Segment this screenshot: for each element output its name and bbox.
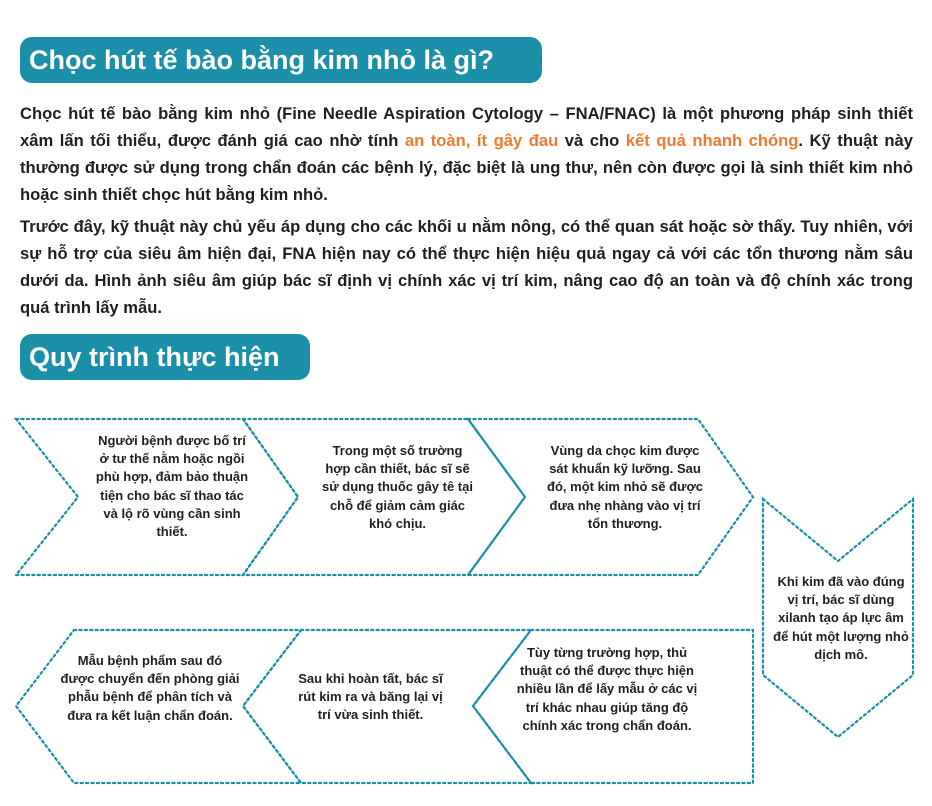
intro-text-part1: Chọc hút tế bào bằng kim nhỏ (Fine Needle Aspiration Cytology – FNA/FNAC) là một phương pháp sinh thiết xâm lấn tối thiểu, được đánh giá cao nhờ tính xyxy=(20,104,913,150)
step-2-text: Trong một số trường hợp cần thiết, bác sĩ sẽ sử dụng thuốc gây tê tại chỗ để giảm cảm giác khó chịu. xyxy=(322,443,473,531)
highlight-fast-results: kết quả nhanh chóng xyxy=(625,131,799,150)
step-5-text: Tùy từng trường hợp, thủ thuật có thể được thực hiện nhiều lần để lấy mẫu ở các vị trí khác nhau giúp tăng độ chính xác trong chẩn đoán. xyxy=(516,645,698,733)
section-title-what-is-fna: Chọc hút tế bào bằng kim nhỏ là gì? xyxy=(20,37,542,83)
intro-text-part3: . Kỹ thuật này thường được sử dụng trong chẩn đoán các bệnh lý, đặc biệt là ung thư, nên còn được gọi là sinh thiết kim nhỏ hoặc sinh thiết chọc hút bằng kim nhỏ. xyxy=(20,131,913,204)
step-4-text: Khi kim đã vào đúng vị trí, bác sĩ dùng xilanh tạo áp lực âm để hút một lượng nhỏ dịch mô. xyxy=(773,574,909,662)
intro-text-part2: và cho xyxy=(558,131,626,150)
step-1-text: Người bệnh được bố trí ở tư thế nằm hoặc ngồi phù hợp, đảm bảo thuận tiện cho bác sĩ thao tác và lộ rõ vùng cần sinh thiết. xyxy=(95,433,249,540)
history-paragraph: Trước đây, kỹ thuật này chủ yếu áp dụng cho các khối u nằm nông, có thể quan sát hoặc sờ thấy. Tuy nhiên, với sự hỗ trợ của siêu âm hiện đại, FNA hiện nay có thể thực hiện hiệu quả ngay cả với các tổn thương nằm sâu dưới da. Hình ảnh siêu âm giúp bác sĩ định vị chính xác vị trí kim, nâng cao độ an toàn và độ chính xác trong quá trình lấy mẫu. xyxy=(20,217,913,317)
step-3-text: Vùng da chọc kim được sát khuẩn kỹ lưỡng. Sau đó, một kim nhỏ sẽ được đưa nhẹ nhàng vào vị trí tổn thương. xyxy=(547,443,703,531)
highlight-safe-painless: an toàn, ít gây đau xyxy=(404,131,559,150)
step-7-text: Mẫu bệnh phẩm sau đó được chuyển đến phòng giải phẫu bệnh để phân tích và đưa ra kết luận chẩn đoán. xyxy=(60,653,240,723)
section-title-procedure: Quy trình thực hiện xyxy=(20,334,310,380)
step-6-text: Sau khi hoàn tất, bác sĩ rút kim ra và băng lại vị trí vừa sinh thiết. xyxy=(298,671,443,723)
